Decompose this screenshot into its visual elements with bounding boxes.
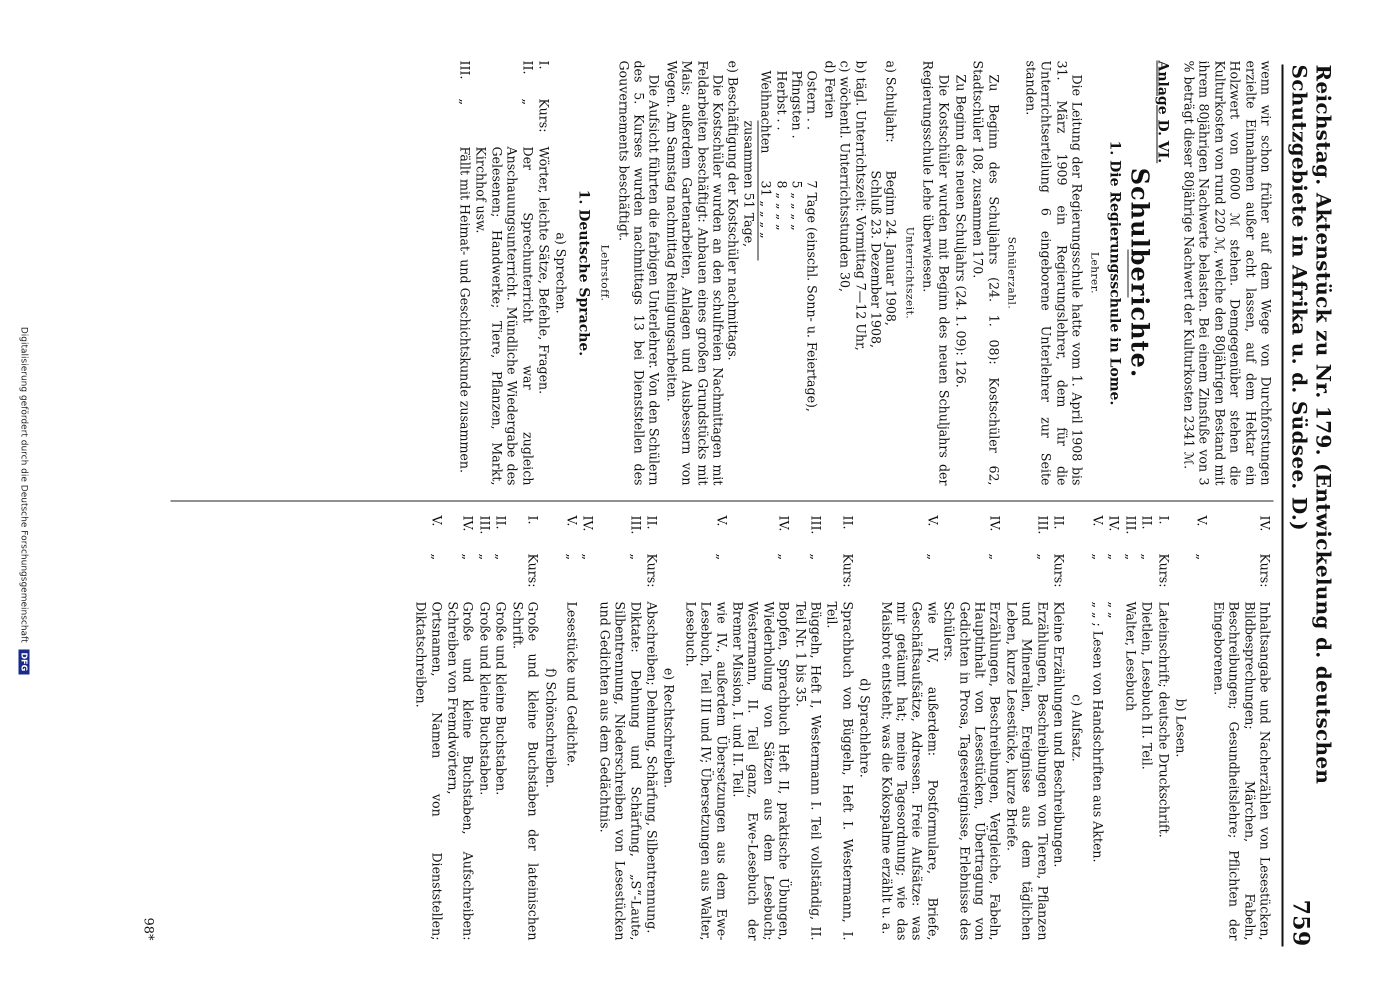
lesen-heading: b) Lesen.	[1172, 698, 1188, 757]
list-item: V. „ Ortsnamen, Namen von Dienststellen; Diktatschreiben.	[413, 515, 444, 940]
schoenschreiben-heading: f) Schönschreiben.	[542, 667, 558, 788]
rechtschreiben-heading: e) Rechtschreiben.	[661, 667, 677, 788]
page-mark: 98*	[140, 916, 155, 940]
dfg-logo: DFG	[18, 649, 29, 674]
schuelerzahl-text-1: Zu Beginn des Schuljahrs (24. 1. 08): Kostschüler 62, Stadtschüler 108, zusammen 170.	[970, 60, 1001, 485]
list-item: I. Kurs: Große und kleine Buchstaben der lateinischen Schrift.	[509, 515, 541, 940]
page-header	[1281, 64, 1335, 946]
list-item: IV. Kurs: Inhaltsangabe und Nacherzählen von Lesestücken, Bildbesprechungen; Märchen, Fabeln, Beschreibungen; Gesundheitslehre; Pflichten der Eingeborenen.	[1210, 515, 1272, 940]
c-line: c) wöchentl. Unterrichtsstunden 30,	[837, 60, 853, 292]
e-text-2: Die Aufsicht führten die farbigen Unterlehrer. Von den Schülern des 5. Kurses wurden nachmittags 13 bei Dienststellen des Gouvernements beschäftigt.	[615, 60, 662, 485]
lehrer-heading: Lehrer.	[1088, 251, 1101, 294]
list-item: III. „ Walter, Lesebuch	[1122, 515, 1138, 711]
schuelerzahl-text-2: Zu Beginn des neuen Schuljahrs (24. 1. 09): 126.	[953, 74, 969, 388]
digitization-footer	[18, 0, 29, 1000]
list-item: III. „ Büggeln, Heft I, Westermann I. Teil vollständig, II. Teil Nr. 1 bis 35.	[792, 515, 824, 940]
schuljahr-end: Schluß 23. Dezember 1908,	[868, 170, 884, 348]
schuljahr-begin: Beginn 24. Januar 1908,	[883, 170, 899, 326]
e-text-1: Die Kostschüler wurden an den schulfreien Nachmittagen mit Feldarbeiten beschäftigt: Anbauen eines großen Grundstücks mit Mais; außerdem Gartenarbeiten, Anlagen und Ausbessern von Wegen. Am Samstag nachmittag Reinigungsarbeiten.	[663, 60, 725, 485]
annex-label: Anlage D. VI.	[1153, 60, 1170, 163]
ferien-table	[740, 70, 819, 485]
list-item: IV. „	[580, 515, 596, 560]
list-item: II. Kurs: Sprachbuch von Büggeln, Heft I. Westermann, I. Teil.	[824, 515, 855, 940]
list-item: III. „ Große und kleine Buchstaben.	[476, 515, 492, 795]
lehrer-text: Die Leitung der Regierungsschule hatte vom 1. April 1908 bis 31. März 1909 ein Regierungslehrer, dem für die Unterrichtserteilung 6 eingeborene Unterlehrer zur Seite standen.	[1022, 60, 1084, 485]
list-item: III. „ Erzählungen, Beschreibungen von Tieren, Pflanzen und Mineralien, Ereignisse aus dem täglichen Leben, kurze Lesestücke, kurze Briefe.	[1003, 515, 1050, 940]
ferien-sum: zusammen 51 Tage,	[740, 120, 757, 260]
intro-paragraph: wenn wir schon früher auf dem Wege von Durchforstungen erzielte Einnahmen außer acht lassen, auf dem Hektar ein Holzwert von 6000 ℳ stehen. Demgegenüber stehen die Kulturkosten von rund 220 ℳ, welche den 80jährigen Bestand mit ihrem 80jährigen Nachwerte belasten. Bei einem Zinsfuße von 3 % beträgt dieser 80jährige Nachwert der Kulturkosten 2341 ℳ.	[1180, 60, 1273, 485]
schuljahr-label: a) Schuljahr:	[883, 60, 899, 143]
b-line: b) tägl. Unterrichtszeit: Vormittag 7—12 Uhr,	[852, 60, 868, 351]
list-item: II. „ Der Sprechunterricht war zugleich Anschauungsunterricht. Mündliche Wiedergabe des Gelesenen; Handwerke; Tiere, Pflanzen, Markt, Kirchhof usw.	[473, 60, 535, 485]
sprechen-heading: a) Sprechen.	[553, 231, 569, 314]
list-item: IV. „ Bopfen, Sprachbuch Heft II, praktische Übungen, Wiederholung von Sätzen aus dem Lesebuch; Westermann, II. Teil ganz, Ewe-Lesebuch der Bremer Mission, I. und II. Teil.	[730, 515, 792, 940]
list-item: V. „ „ „ ; Lesen von Handschriften aus Akten.	[1089, 515, 1105, 863]
deutsch-heading: 1. Deutsche Sprache.	[574, 189, 591, 356]
footer-text: Digitalisierung gefördert durch die Deutsche Forschungsgemeinschaft	[18, 326, 28, 643]
lehrstoff-heading: Lehrstoff.	[598, 244, 611, 301]
list-item: V. „ wie IV, außerdem: Postformulare, Briefe, Geschäftsaufsätze, Adressen. Freie Aufsätze: was mir getäumt hat; meine Tagesordnung; wie das Maisbrot entsteht; was die Kokospalme erzählt u. a.	[878, 515, 940, 940]
list-item: V. „	[1194, 515, 1210, 560]
list-item: I. Kurs: Wörter, leichte Sätze, Befehle, Fragen.	[535, 60, 551, 394]
ferien-row: Weihnachten 31 „ „ „ „	[758, 70, 774, 239]
ferien-row: Ostern . . 7 Tage (einschl. Sonn- u. Feiertage),	[804, 70, 820, 412]
column-divider	[170, 500, 1273, 501]
list-item: II. Kurs: Kleine Erzählungen und Beschreibungen.	[1051, 515, 1067, 867]
list-item: II. Kurs: Abschreiben; Dehnung, Schärfung, Silbentrennung.	[643, 515, 659, 933]
list-item: V. „ Lesestücke und Gedichte.	[563, 515, 579, 767]
section-heading: 1. Die Regierungsschule in Lome.	[1105, 140, 1122, 405]
header-title: Reichstag. Aktenstück zu Nr. 179. (Entwickelung d. deutschen Schutzgebiete in Afrika u. d. Südsee. D.)	[1287, 64, 1335, 784]
list-item: III. „ Fällt mit Heimat- und Geschichtskunde zusammen.	[456, 60, 472, 473]
aufsatz-heading: c) Aufsatz.	[1068, 693, 1084, 762]
d-line: d) Ferien	[821, 60, 837, 119]
right-column	[140, 515, 1273, 940]
list-item: I. Kurs: Lateinschrift; deutsche Druckschrift.	[1155, 515, 1171, 838]
list-item: III. „ Diktate: Dehnung und Schärfung, „S“-Laute, Silbentrennung, Niederschreiben von Lesestücken und Gedichten aus dem Gedächtnis.	[596, 515, 643, 940]
list-item: IV. „ „ „	[1106, 515, 1122, 619]
schuelerzahl-heading: Schülerzahl.	[1005, 236, 1018, 309]
schuljahr-block	[868, 60, 899, 485]
left-column	[140, 60, 1273, 485]
unterrichtszeit-heading: Unterrichtszeit.	[902, 226, 915, 319]
page-number: 759	[1287, 899, 1313, 946]
document-title: Schulberichte.	[1125, 167, 1155, 378]
sprachlehre-heading: d) Sprachlehre.	[857, 677, 873, 778]
list-item: IV. „ Erzählungen, Beschreibungen, Vergleiche, Fabeln, Hauptinhalt von Lesestücken, Übertragung von Gedichten in Prosa, Tagesereignisse, Erlebnisse des Schülers.	[941, 515, 1003, 940]
ferien-row: Pfingsten . 5 „ „ „ „	[789, 70, 805, 231]
ferien-row: Herbst . . 8 „ „ „ „	[773, 70, 789, 231]
list-item: II. „ Große und kleine Buchstaben.	[493, 515, 509, 795]
list-item: V. „ wie IV., außerdem Übersetzungen aus dem Ewe-Lesebuch, Teil III und IV; Übersetzungen aus Walter, Lesebuch.	[682, 515, 729, 940]
e-line: e) Beschäftigung der Kostschüler nachmittags.	[725, 60, 741, 361]
schuelerzahl-text-3: Die Kostschüler wurden mit Beginn des neuen Schuljahrs der Regierungsschule Lehe überwiesen.	[920, 60, 951, 485]
list-item: II. „ Dietlein, Lesebuch II. Teil.	[1139, 515, 1155, 770]
list-item: IV. „ Große und kleine Buchstaben, Aufschreiben: Schreiben von Fremdwörtern,	[445, 515, 476, 940]
